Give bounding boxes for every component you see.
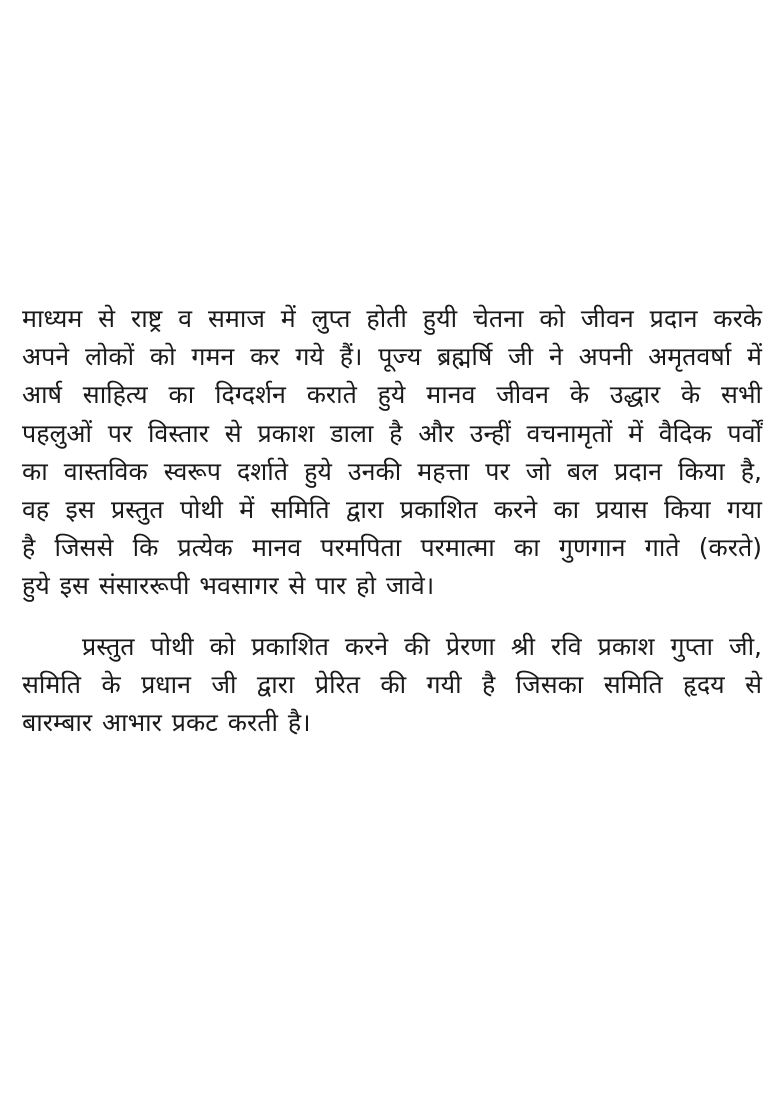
text-line: है जिससे कि प्रत्येक मानव परमपिता परमात्मा का गुणगान गाते (करते) bbox=[22, 533, 762, 563]
paragraph-1 bbox=[22, 300, 762, 606]
text-line: समिति के प्रधान जी द्वारा प्रेरित की गयी है जिसका समिति हृदय से bbox=[22, 669, 762, 699]
text-line: आर्ष साहित्य का दिग्दर्शन कराते हुये मानव जीवन के उद्धार के सभी bbox=[22, 380, 762, 410]
text-line: बारम्बार आभार प्रकट करती है। bbox=[22, 707, 311, 737]
text-line: हुये इस संसाररूपी भवसागर से पार हो जावे। bbox=[22, 571, 435, 601]
text-line: माध्यम से राष्ट्र व समाज में लुप्त होती हुयी चेतना को जीवन प्रदान करके bbox=[22, 304, 762, 333]
paragraph-2 bbox=[22, 628, 762, 743]
text-line: का वास्तविक स्वरूप दर्शाते हुये उनकी महत्ता पर जो बल प्रदान किया है, bbox=[22, 456, 762, 486]
text-line: प्रस्तुत पोथी को प्रकाशित करने की प्रेरणा श्री रवि प्रकाश गुप्ता जी, bbox=[82, 631, 762, 661]
text-line: पहलुओं पर विस्तार से प्रकाश डाला है और उन्हीं वचनामृतों में वैदिक पर्वों bbox=[22, 418, 762, 448]
text-line: अपने लोकों को गमन कर गये हैं। पूज्य ब्रह्मर्षि जी ने अपनी अमृतवर्षा में bbox=[22, 342, 762, 372]
document-page bbox=[22, 300, 762, 742]
text-line: वह इस प्रस्तुत पोथी में समिति द्वारा प्रकाशित करने का प्रयास किया गया bbox=[22, 494, 762, 524]
